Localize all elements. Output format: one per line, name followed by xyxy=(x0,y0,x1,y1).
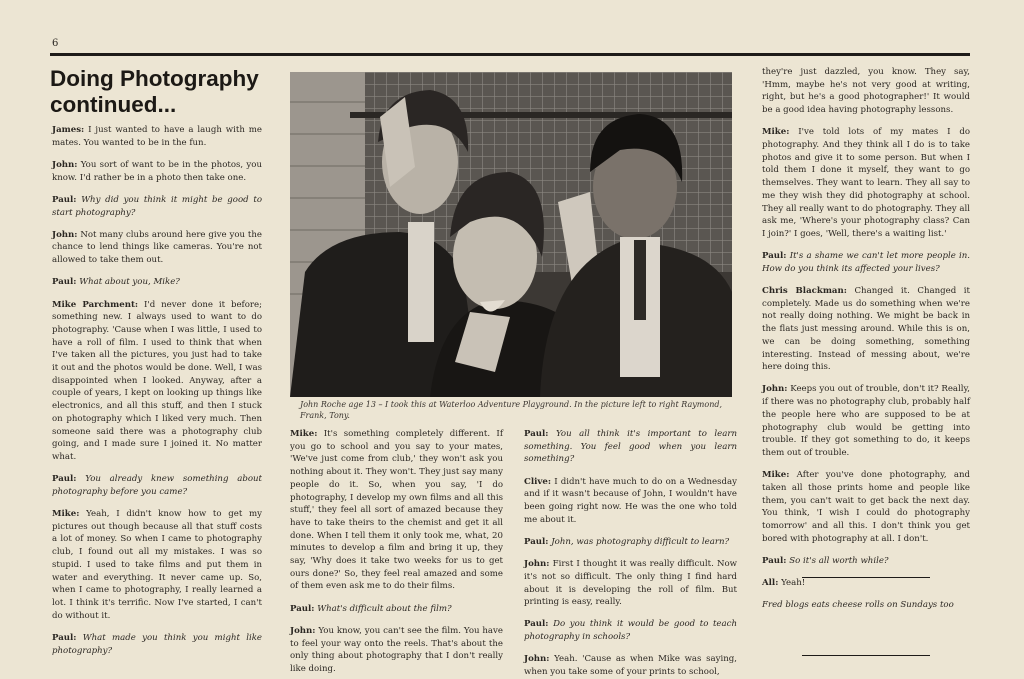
speaker-name: Clive: xyxy=(524,476,552,487)
interview-paragraph xyxy=(290,603,503,616)
speaker-name: John: xyxy=(524,559,550,570)
interview-paragraph xyxy=(762,469,970,545)
interview-paragraph xyxy=(762,555,970,568)
speaker-name: Paul: xyxy=(52,474,77,485)
interview-paragraph xyxy=(762,599,970,612)
speaker-name: Mike Parchment: xyxy=(52,299,139,310)
signature-line xyxy=(802,577,930,578)
interview-paragraph xyxy=(52,124,262,149)
interview-paragraph xyxy=(52,632,262,657)
interview-paragraph xyxy=(52,473,262,498)
interview-paragraph xyxy=(762,66,970,117)
question-text: You already knew something about photography before you came? xyxy=(52,474,263,497)
interview-paragraph xyxy=(762,285,970,374)
interview-paragraph xyxy=(524,558,737,609)
question-text: Do you think it would be good to teach photography in schools? xyxy=(524,619,737,643)
speaker-name: Paul: xyxy=(52,632,77,643)
question-text: What made you think you might like photography? xyxy=(52,632,262,656)
answer-text: Changed it. Changed it completely. Made us do something when we're not really doing nothing. We might be back in the flats just messing around. While this is on, we can be doing something, something interesting. Instead of messing about, we're here doing this. xyxy=(762,286,970,373)
speaker-name: Mike: xyxy=(762,127,790,138)
interview-paragraph xyxy=(524,653,737,678)
speaker-name: Mike: xyxy=(762,470,790,481)
answer-text: Yeah! xyxy=(781,578,806,589)
column-2 xyxy=(290,428,503,674)
answer-text: You sort of want to be in the photos, you know. I'd rather be in a photo then take one. xyxy=(52,159,262,183)
question-text: Why did you think it might be good to start photography? xyxy=(52,194,262,218)
photo-caption: John Roche age 13 – I took this at Waterloo Adventure Playground. In the picture left to right Raymond, Frank, Tony. xyxy=(300,400,723,420)
title-line-2: continued... xyxy=(50,92,177,117)
answer-text: After you've done photography, and taken all those prints home and people like them, you can't wait to get back the next day. You think, 'I wish I could do photography tomorrow' and all this. I don't think you get bored with photography at all. I don't. xyxy=(762,470,971,544)
question-text: You all think it's important to learn something. You feel good when you learn something? xyxy=(524,429,738,465)
interview-paragraph xyxy=(290,625,503,676)
speaker-name: Paul: xyxy=(524,429,549,439)
group-photo xyxy=(290,72,732,397)
speaker-name: John: xyxy=(524,654,550,665)
answer-text: First I thought it was really difficult. Now it's not so difficult. The only thing I find hard about it is developing the roll of film. But printing is easy, really. xyxy=(524,559,737,608)
answer-text: they're just dazzled, you know. They say, 'Hmm, maybe he's not very good at writing, right, but he's a good photographer!' It would be a good idea having photography lessons. xyxy=(762,67,970,116)
interview-paragraph xyxy=(52,194,262,219)
answer-text: Yeah, I didn't know how to get my pictures out though because all that stuff costs a lot of money. So when I came to photography club, I found out all my mistakes. I was so stupid. I used to take films and put them in water and everything. It never came up. So, when I came to photography, I really learned a lot. I think it's terrific. Now I've started, I can't do without it. xyxy=(52,509,262,621)
question-text: What's difficult about the film? xyxy=(317,603,452,614)
title-line-1: Doing Photography xyxy=(50,66,259,91)
interview-paragraph xyxy=(524,618,737,643)
answer-text: I just wanted to have a laugh with me mates. You wanted to be in the fun. xyxy=(52,125,262,148)
speaker-name: Paul: xyxy=(762,555,787,566)
question-text: Fred blogs eats cheese rolls on Sundays too xyxy=(762,600,954,611)
speaker-name: John: xyxy=(52,159,78,170)
speaker-name: James: xyxy=(52,125,85,135)
header-rule xyxy=(50,53,970,56)
answer-text: Yeah. 'Cause as when Mike was saying, when you take some of your prints to school, xyxy=(524,654,737,678)
signature-line xyxy=(802,655,930,656)
interview-paragraph xyxy=(290,428,503,593)
interview-paragraph xyxy=(52,508,262,622)
interview-paragraph xyxy=(524,536,737,549)
speaker-name: John: xyxy=(52,229,78,240)
question-text: So it's all worth while? xyxy=(789,555,889,566)
speaker-name: Chris Blackman: xyxy=(762,286,847,297)
question-text: John, was photography difficult to learn? xyxy=(551,536,730,547)
answer-text: You know, you can't see the film. You have to feel your way onto the reels. That's about the only thing about photography that I don't really like doing. xyxy=(290,625,503,674)
interview-paragraph xyxy=(52,159,262,184)
answer-text: I've told lots of my mates I do photography. And they think all I do is to take photos and give it to some person. But when I told them I done it myself, they want to go themselves. They want to learn. They all say to me they wish they did photography at school. They all really want to do photography. They all ask me, 'Where's your photography class? Can I join?' I goes, 'Well, there's a waiting list.' xyxy=(762,127,970,239)
interview-paragraph xyxy=(762,126,970,240)
speaker-name: John: xyxy=(762,384,788,395)
interview-paragraph xyxy=(762,250,970,275)
interview-paragraph xyxy=(52,229,262,267)
interview-paragraph xyxy=(52,299,262,464)
interview-paragraph xyxy=(762,383,970,459)
answer-text: Keeps you out of trouble, don't it? Really, if there was no photography club, probably half the people here who are supposed to be at photography club would be getting into trouble. If they got something to do, it keeps them out of trouble. xyxy=(762,384,970,458)
photo-image xyxy=(290,72,732,397)
answer-text: Not many clubs around here give you the chance to lend things like cameras. You're not allowed to take them out. xyxy=(52,229,262,266)
speaker-name: Mike: xyxy=(52,509,80,520)
column-1 xyxy=(52,124,262,658)
speaker-name: Paul: xyxy=(52,194,77,205)
speaker-name: All: xyxy=(762,578,779,589)
column-4 xyxy=(762,66,970,614)
interview-paragraph xyxy=(52,276,262,289)
interview-paragraph xyxy=(524,476,737,527)
speaker-name: Paul: xyxy=(290,603,315,614)
speaker-name: Paul: xyxy=(524,619,549,630)
interview-paragraph xyxy=(762,577,970,590)
article-title xyxy=(50,66,285,118)
speaker-name: Mike: xyxy=(290,429,318,439)
answer-text: I'd never done it before; something new. I always used to want to do photography. 'Cause when I was little, I used to have a roll of film. I used to think that when I've taken all the pictures, you just had to take it out and the photos would be done. Well, I was disappointed when I looked. Anyway, after a couple of years, I kept on looking up things like electronics, and all this stuff, and then I stuck on photography which I liked very much. Then someone said there was a photography club going, and I made sure I joined it. No matter what. xyxy=(52,299,262,462)
answer-text: It's something completely different. If you go to school and you say to your mates, 'We've just come from club,' they won't ask you nothing about it. They won't. They just say many people do it. So, when you say, 'I do photography, I develop my own films and all this stuff,' they feel all sort of amazed because they have to take theirs to the chemist and get it all done. When I tell them it only took me, what, 20 minutes to develop a film and bring it up, they say, 'Why does it take two weeks for us to get ours done?' So, they feel real amazed and some of them even ask me to do their films. xyxy=(290,429,503,592)
interview-paragraph xyxy=(524,428,737,466)
speaker-name: John: xyxy=(290,625,316,636)
answer-text: I didn't have much to do on a Wednesday and if it wasn't because of John, I wouldn't have been going right now. He was the one who told me about it. xyxy=(524,476,738,525)
question-text: What about you, Mike? xyxy=(79,277,180,288)
page-number: 6 xyxy=(52,38,59,49)
speaker-name: Paul: xyxy=(524,536,549,547)
question-text: It's a shame we can't let more people in. How do you think its affected your lives? xyxy=(762,251,970,274)
speaker-name: Paul: xyxy=(52,277,77,288)
speaker-name: Paul: xyxy=(762,251,787,262)
column-3 xyxy=(524,428,738,678)
